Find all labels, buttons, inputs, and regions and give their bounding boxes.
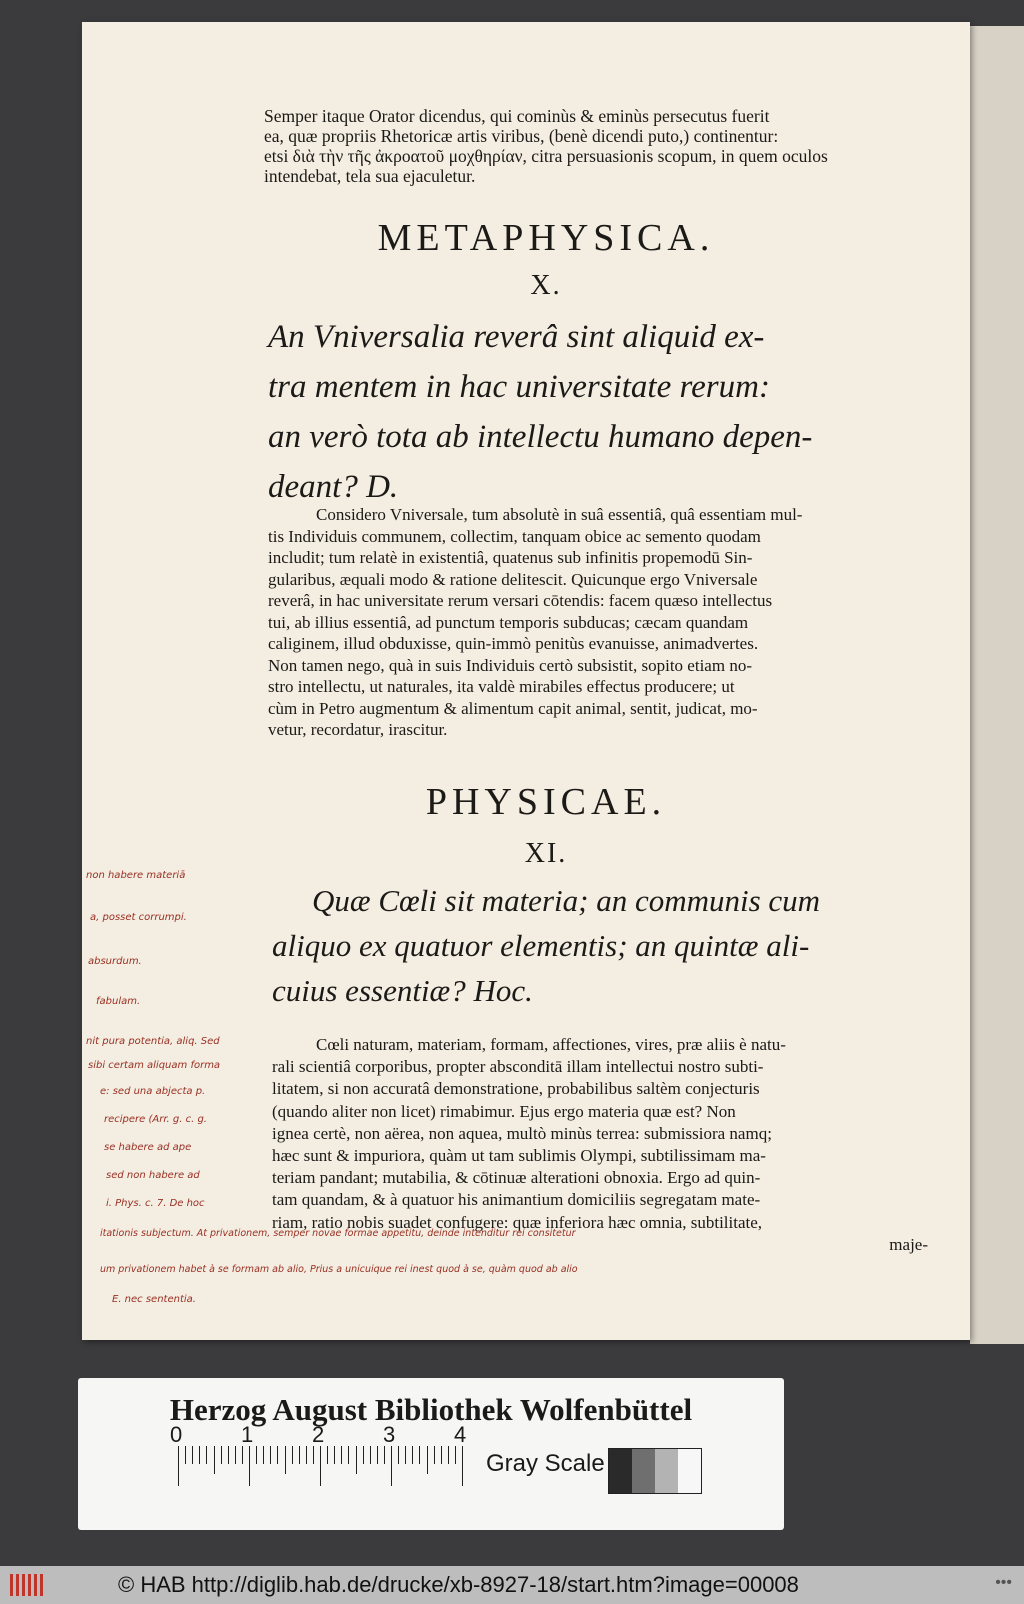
- text-line: Semper itaque Orator dicendus, qui cominùs & eminùs persecutus fuerit: [264, 106, 770, 126]
- ruler-tick: [398, 1446, 399, 1464]
- ruler-tick: [419, 1446, 420, 1464]
- text-line: vetur, recordatur, irascitur.: [268, 720, 448, 739]
- text-line: Non tamen nego, quà in suis Individuis certò subsistit, sopito etiam no-: [268, 655, 752, 675]
- ruler-tick: [441, 1446, 442, 1464]
- ruler-tick: [341, 1446, 342, 1464]
- text-line: intendebat, tela sua ejaculetur.: [264, 166, 476, 186]
- ruler-tick: [370, 1446, 371, 1464]
- ruler-number: 2: [312, 1422, 325, 1447]
- text-line: stro intellectu, ut naturales, ita valdè mirabiles effectus producere; ut: [268, 677, 735, 696]
- text-line: rali scientiâ corporibus, propter absconditā illam intellectui nostro subti-: [272, 1057, 764, 1077]
- more-icon[interactable]: •••: [995, 1574, 1012, 1591]
- text-line: caliginem, illud obduxisse, quin-immò penitùs evanuisse, animadvertes.: [268, 634, 759, 653]
- text-line: tam quandam, & à quatuor his animantium domiciliis segregatam mate-: [272, 1190, 761, 1210]
- text-line: gularibus, æquali modo & ratione delitescit. Quicunque ergo Vniversale: [268, 569, 758, 589]
- ruler-tick: [306, 1446, 307, 1464]
- ruler-tick: [412, 1446, 413, 1464]
- text-line: cùm in Petro augmentum & alimentum capit animal, sentit, judicat, mo-: [268, 698, 758, 718]
- text-line: tis Individuis communem, collectim, tanquam obice ac semento quodam: [268, 526, 761, 546]
- question-line: cuius essentiæ? Hoc.: [272, 973, 533, 1008]
- marginal-note: recipere (Arr. g. c. g.: [104, 1114, 207, 1125]
- ruler-tick: [277, 1446, 278, 1464]
- marginal-note: i. Phys. c. 7. De hoc: [106, 1198, 205, 1209]
- marginal-note: nit pura potentia, aliq. Sed: [86, 1036, 220, 1047]
- ruler-tick: [242, 1446, 243, 1464]
- text-line: etsi διὰ τὴν τῆς ἀκροατοῦ μοχθηρίαν, citra persuasionis scopum, in quem oculos: [264, 146, 828, 166]
- source-url[interactable]: © HAB http://diglib.hab.de/drucke/xb-8927-18/start.htm?image=00008: [118, 1572, 799, 1597]
- gray-swatch: [655, 1449, 678, 1493]
- text-line: includit; tum relatè in existentiâ, quatenus sub infinitis propemodū Sin-: [268, 548, 753, 567]
- ruler-tick: [384, 1446, 385, 1464]
- marginal-note: E. nec sententia.: [112, 1294, 196, 1305]
- ruler-tick: [221, 1446, 222, 1464]
- ruler-tick: [270, 1446, 271, 1464]
- text-line: teriam pandant; mutabilia, & cōtinuæ alterationi obnoxia. Ergo ad quin-: [272, 1168, 761, 1188]
- ruler-tick: [313, 1446, 314, 1464]
- ruler-tick: [256, 1446, 257, 1464]
- question-line: Quæ Cœli sit materia; an communis cum: [312, 883, 821, 918]
- marginal-note: non habere materiā: [86, 870, 186, 881]
- ruler-tick: [320, 1446, 321, 1486]
- question-line: An Vniversalia reverâ sint aliquid ex-: [268, 319, 765, 355]
- ruler-tick: [334, 1446, 335, 1464]
- ruler-tick: [292, 1446, 293, 1464]
- ruler-tick: [206, 1446, 207, 1464]
- section-number-xi: XI.: [524, 838, 568, 869]
- section-title-metaphysica: METAPHYSICA.: [377, 217, 715, 259]
- question-line: aliquo ex quatuor elementis; an quintæ ali-: [272, 928, 810, 963]
- section-title-physicae: PHYSICAE.: [425, 781, 667, 823]
- section-number-x: X.: [530, 270, 562, 301]
- ruler-number: 3: [383, 1422, 396, 1447]
- question-x: [268, 312, 938, 512]
- ruler-tick: [249, 1446, 250, 1486]
- text-line: ignea certè, non aërea, non aquea, multò minùs terrea: submissiora namq;: [272, 1123, 772, 1143]
- ruler-tick: [391, 1446, 392, 1486]
- text-line: ea, quæ propriis Rhetoricæ artis viribus, (benè dicendi puto,) continentur:: [264, 126, 779, 146]
- ruler-tick: [462, 1446, 463, 1486]
- question-xi: [272, 878, 942, 1013]
- hab-logo-icon: [10, 1574, 46, 1596]
- color-reference-card: [78, 1378, 784, 1530]
- answer-xi-paragraph: [272, 1034, 928, 1256]
- ruler-tick: [327, 1446, 328, 1464]
- answer-x-paragraph: [268, 504, 928, 741]
- text-line: (quando aliter non licet) rimabimur. Ejus ergo materia quæ est? Non: [272, 1101, 736, 1121]
- ruler-tick: [192, 1446, 193, 1464]
- text-line: Considero Vniversale, tum absolutè in suâ essentiâ, quâ essentiam mul-: [316, 505, 803, 524]
- gray-swatch: [609, 1449, 632, 1493]
- question-line: deant? D.: [268, 469, 399, 505]
- ruler-tick: [299, 1446, 300, 1464]
- question-line: an verò tota ab intellectu humano depen-: [268, 419, 813, 455]
- ruler-tick: [434, 1446, 435, 1464]
- text-line: Cœli naturam, materiam, formam, affectiones, vires, præ aliis è natu-: [316, 1035, 786, 1054]
- intro-paragraph: [264, 106, 924, 186]
- text-line: hæc sunt & impuriora, quàm ut tam sublimis Olympi, subtilissimam ma-: [272, 1146, 766, 1166]
- ruler-tick: [377, 1446, 378, 1464]
- marginal-note: sed non habere ad: [106, 1170, 200, 1181]
- marginal-note: itationis subjectum. At privationem, semper novae formae appetitu, deinde intenditur rei consitetur: [100, 1228, 576, 1239]
- ruler-tick: [235, 1446, 236, 1464]
- ruler-tick: [263, 1446, 264, 1464]
- gray-scale-label: Gray Scale: [486, 1450, 605, 1477]
- text-line: litatem, si non accuratâ demonstratione, probabilibus saltèm conjecturis: [272, 1079, 760, 1099]
- ruler-tick: [348, 1446, 349, 1464]
- gray-swatch: [632, 1449, 655, 1493]
- text-line: tui, ab illius essentiâ, ad punctum temporis subducas; cæcam quandam: [268, 612, 749, 632]
- text-line: reverâ, in hac universitate rerum versari cōtendis: facem quæso intellectus: [268, 591, 773, 610]
- ruler-number: 0: [170, 1422, 183, 1447]
- marginal-note: absurdum.: [88, 956, 142, 967]
- ruler-tick: [405, 1446, 406, 1464]
- marginal-note: um privationem habet à se formam ab alio, Prius a unicuique rei inest quod à se, quàm quod ab alio: [100, 1264, 578, 1275]
- marginal-note: a, posset corrumpi.: [90, 912, 187, 923]
- ruler-number: 4: [454, 1422, 467, 1447]
- gray-scale-swatches: [608, 1448, 702, 1494]
- ruler-tick: [285, 1446, 286, 1474]
- ruler-tick: [178, 1446, 179, 1486]
- ruler-tick: [427, 1446, 428, 1474]
- ruler-tick: [199, 1446, 200, 1464]
- book-page: [82, 22, 970, 1340]
- marginal-note: sibi certam aliquam forma: [88, 1060, 221, 1071]
- ruler-tick: [228, 1446, 229, 1464]
- ruler-tick: [455, 1446, 456, 1464]
- marginal-note: e: sed una abjecta p.: [100, 1086, 206, 1097]
- ruler-tick: [214, 1446, 215, 1474]
- ruler-tick: [185, 1446, 186, 1464]
- ruler-number: 1: [241, 1422, 254, 1447]
- facing-page-edge: [970, 26, 1024, 1344]
- ruler-tick: [448, 1446, 449, 1464]
- ruler: [178, 1446, 458, 1486]
- library-name: Herzog August Bibliothek Wolfenbüttel: [169, 1392, 693, 1427]
- marginal-note: fabulam.: [96, 996, 141, 1007]
- catchword: maje-: [889, 1234, 928, 1254]
- gray-swatch: [678, 1449, 701, 1493]
- ruler-tick: [363, 1446, 364, 1464]
- ruler-tick: [356, 1446, 357, 1474]
- text-line: riam, ratio nobis suadet confugere: quæ inferiora hæc omnia, subtilitate,: [272, 1212, 763, 1232]
- marginal-note: se habere ad ape: [104, 1142, 192, 1153]
- question-line: tra mentem in hac universitate rerum:: [268, 369, 770, 405]
- footer-bar: [0, 1566, 1024, 1604]
